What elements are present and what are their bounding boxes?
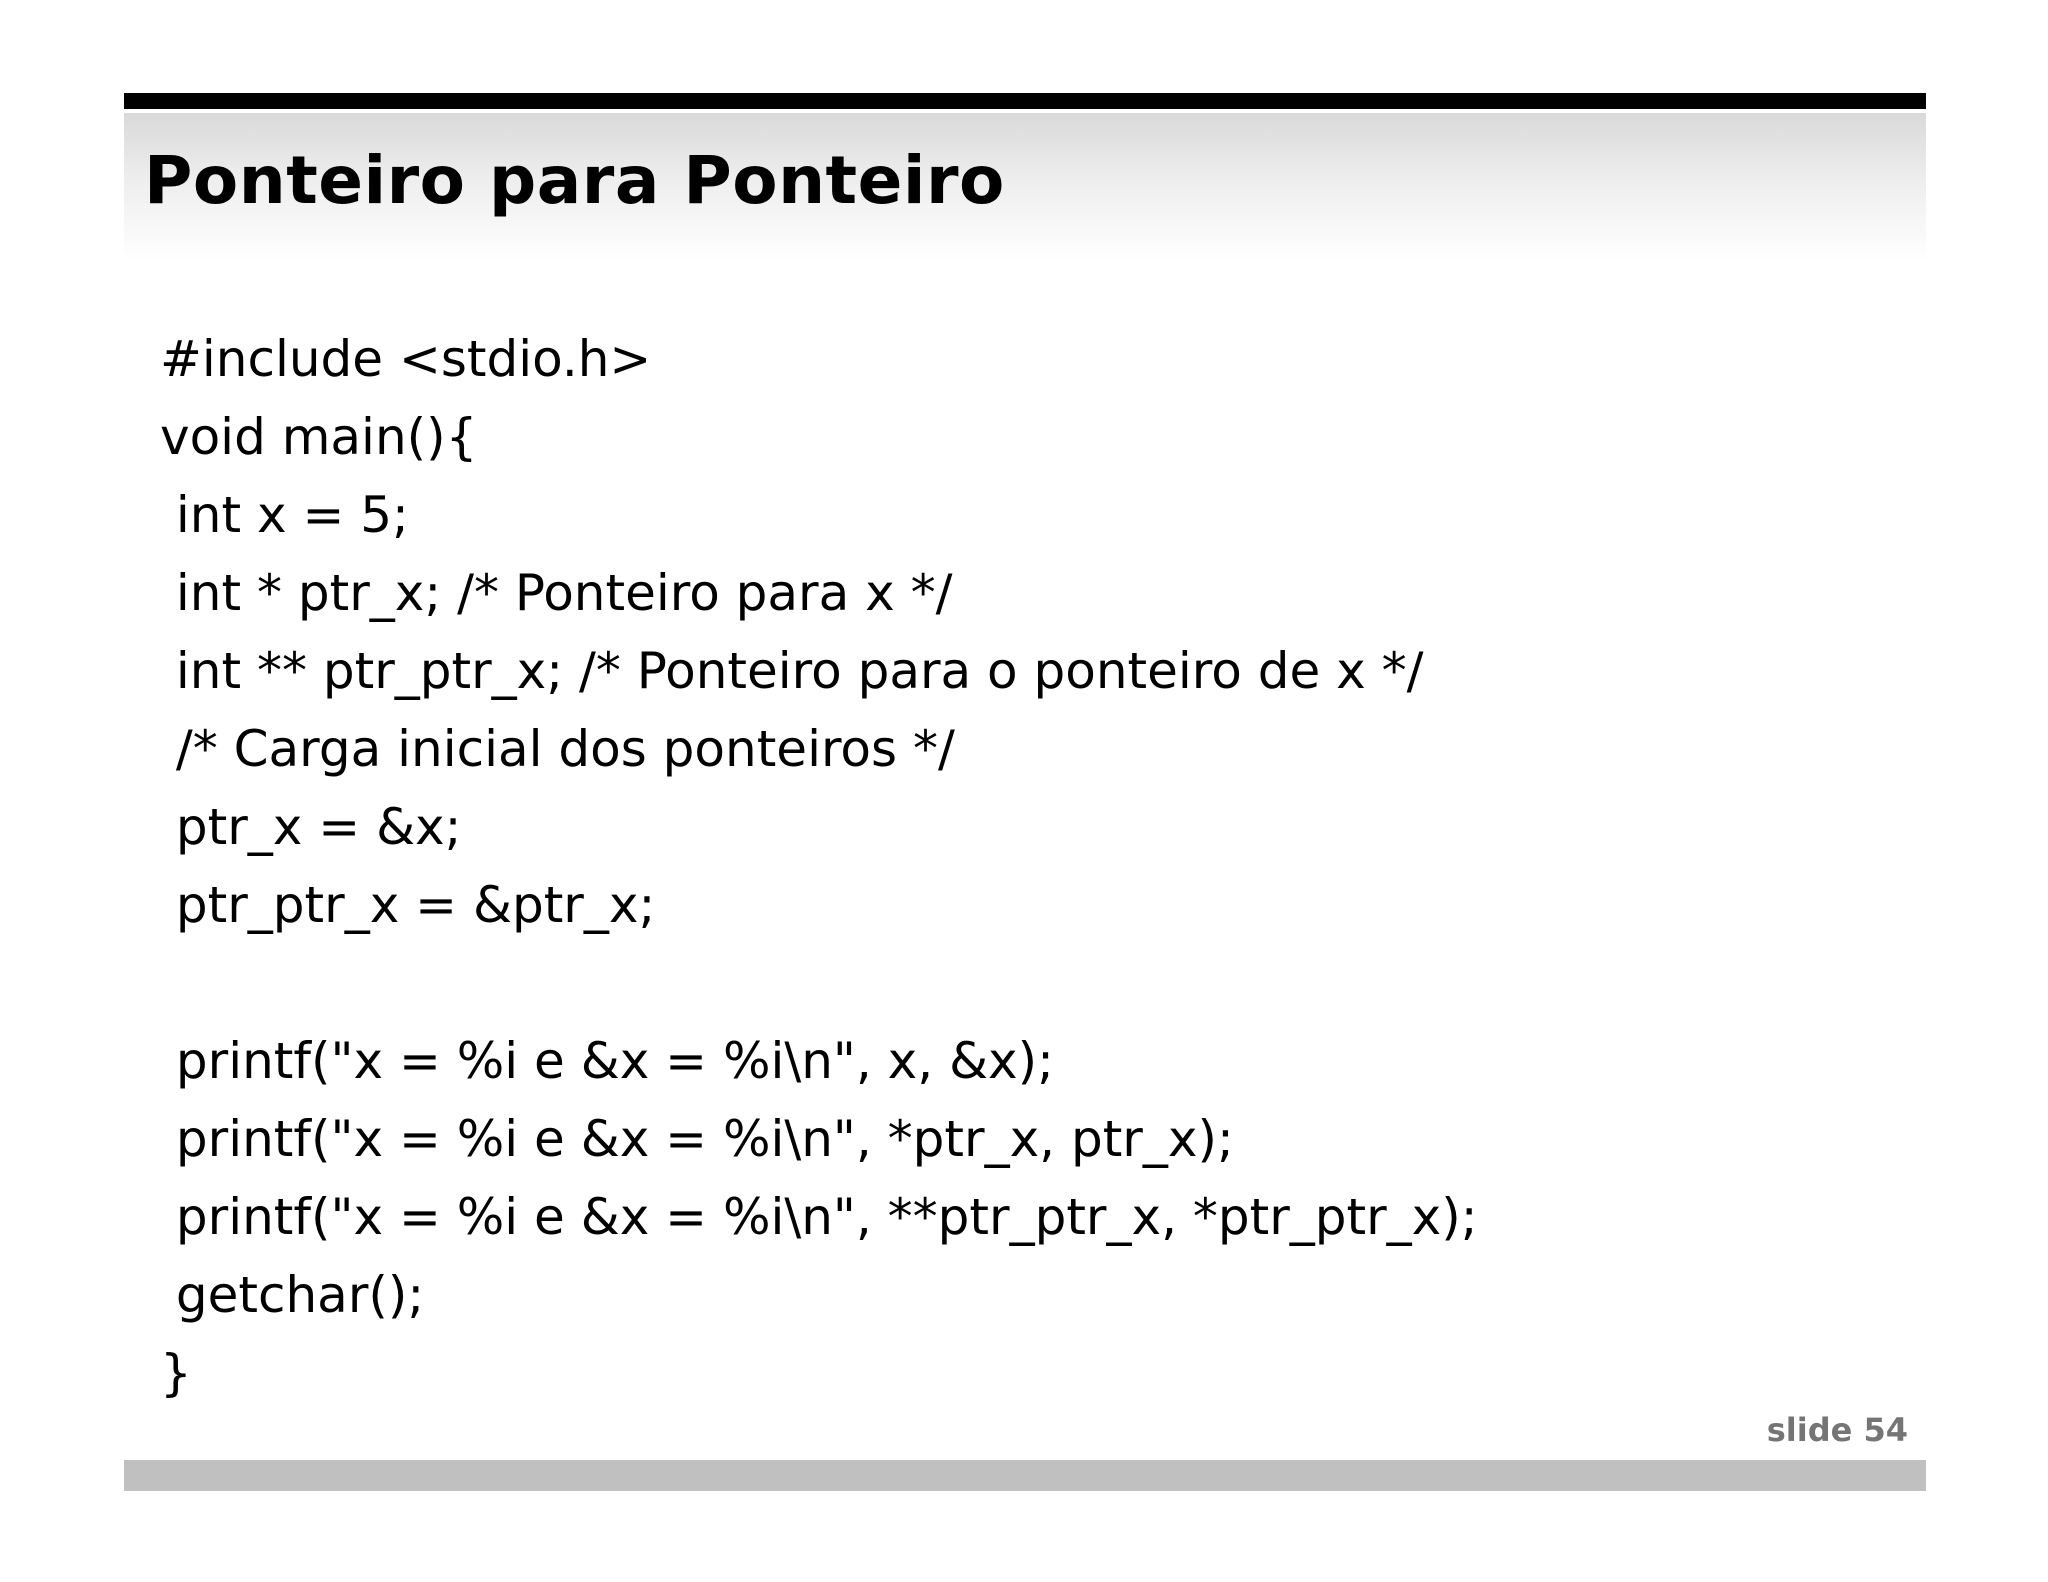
code-block	[160, 320, 1478, 1412]
code-line: }	[160, 1344, 192, 1402]
code-line: int ** ptr_ptr_x; /* Ponteiro para o ponteiro de x */	[160, 642, 1424, 700]
code-line: void main(){	[160, 408, 478, 466]
code-line: printf("x = %i e &x = %i\n", x, &x);	[160, 1032, 1054, 1090]
code-line: ptr_x = &x;	[160, 798, 462, 856]
top-rule	[124, 93, 1926, 109]
code-line: printf("x = %i e &x = %i\n", *ptr_x, ptr_x);	[160, 1110, 1234, 1168]
code-line: #include <stdio.h>	[160, 330, 652, 388]
code-line-blank	[160, 944, 1478, 1022]
code-line: int x = 5;	[160, 486, 409, 544]
code-line: /* Carga inicial dos ponteiros */	[160, 720, 955, 778]
code-line: getchar();	[160, 1266, 425, 1324]
code-line: int * ptr_x; /* Ponteiro para x */	[160, 564, 953, 622]
slide-number: slide 54	[1766, 1411, 1908, 1449]
footer-bar	[124, 1460, 1926, 1491]
code-line: ptr_ptr_x = &ptr_x;	[160, 876, 656, 934]
slide-title: Ponteiro para Ponteiro	[144, 142, 1005, 219]
code-line: printf("x = %i e &x = %i\n", **ptr_ptr_x, *ptr_ptr_x);	[160, 1188, 1478, 1246]
